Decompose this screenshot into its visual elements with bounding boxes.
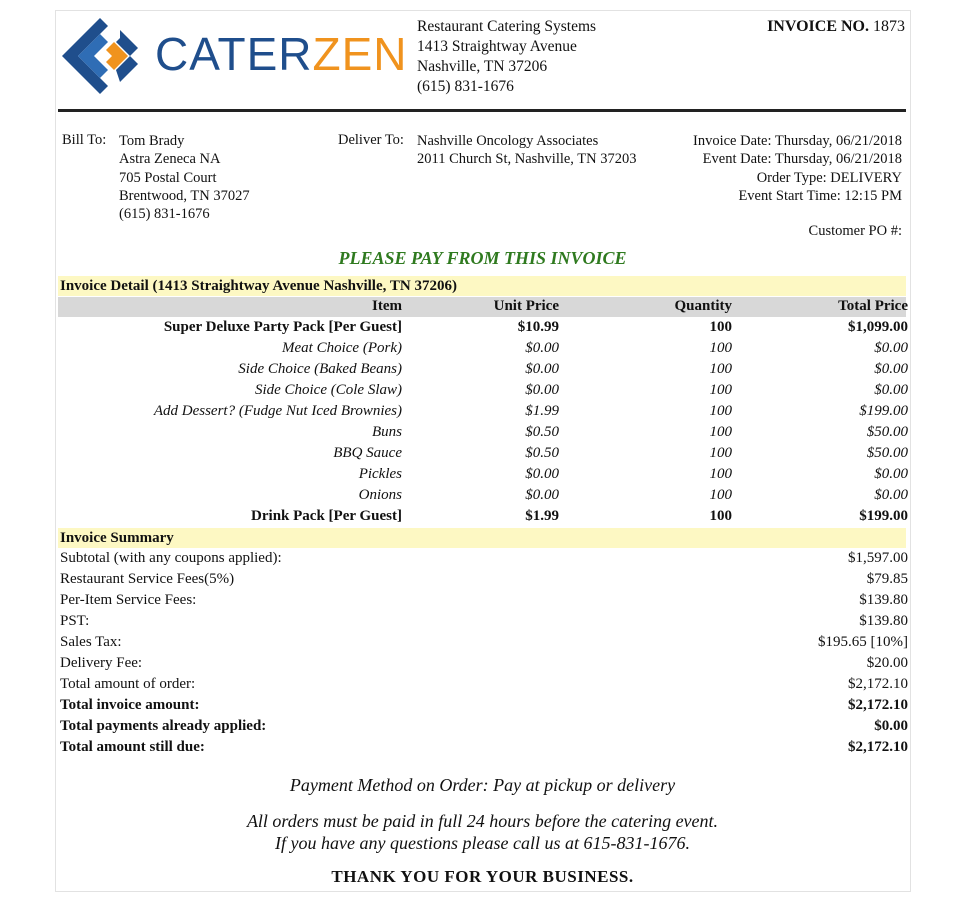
bill-to-line: Tom Brady xyxy=(119,133,185,149)
bill-to-label: Bill To: xyxy=(62,132,107,148)
unit-price: $0.00 xyxy=(525,340,559,356)
bill-to-line: Brentwood, TN 37027 xyxy=(119,187,250,204)
event-date: Event Date: Thursday, 06/21/2018 xyxy=(702,151,902,168)
quantity: 100 xyxy=(709,340,732,356)
unit-price: $1.99 xyxy=(525,508,559,524)
item-name: Drink Pack [Per Guest] xyxy=(251,508,402,524)
item-name: BBQ Sauce xyxy=(333,445,402,461)
unit-price: $0.50 xyxy=(525,445,559,461)
item-name: Add Dessert? (Fudge Nut Iced Brownies) xyxy=(153,403,402,419)
order-type: Order Type: DELIVERY xyxy=(756,169,902,186)
total-price: $0.00 xyxy=(874,340,908,356)
summary-value: $2,172.10 xyxy=(848,697,908,713)
unit-price: $0.00 xyxy=(525,487,559,503)
thank-you-message: THANK YOU FOR YOUR BUSINESS. xyxy=(331,867,634,886)
header-divider xyxy=(58,109,906,112)
summary-value: $1,597.00 xyxy=(848,550,908,566)
summary-label: Total invoice amount: xyxy=(60,697,200,713)
quantity: 100 xyxy=(709,508,732,524)
item-name: Onions xyxy=(358,487,402,503)
summary-label: Subtotal (with any coupons applied): xyxy=(60,550,282,566)
summary-label: PST: xyxy=(60,613,90,629)
total-price: $1,099.00 xyxy=(848,319,908,335)
invoice-dates xyxy=(693,132,902,205)
summary-label: Total payments already applied: xyxy=(60,718,267,734)
item-name: Super Deluxe Party Pack [Per Guest] xyxy=(163,319,402,335)
payment-policy-line: All orders must be paid in full 24 hours before the catering event. xyxy=(246,811,719,831)
total-price: $0.00 xyxy=(874,382,908,398)
summary-value: $195.65 [10%] xyxy=(818,634,908,650)
quantity: 100 xyxy=(709,382,732,398)
quantity: 100 xyxy=(709,319,732,335)
company-address xyxy=(417,17,596,97)
invoice-number xyxy=(767,17,905,37)
company-name: Restaurant Catering Systems xyxy=(417,18,597,35)
summary-label: Sales Tax: xyxy=(60,634,122,650)
brand-name xyxy=(155,28,408,80)
total-price: $0.00 xyxy=(874,487,908,503)
contact-line: If you have any questions please call us at 615-831-1676. xyxy=(275,833,690,853)
summary-value: $79.85 xyxy=(866,571,908,587)
item-name: Buns xyxy=(372,424,402,440)
column-header-item: Item xyxy=(372,298,402,314)
column-header-total-price: Total Price xyxy=(838,298,908,314)
summary-heading-band xyxy=(58,528,906,548)
item-name: Pickles xyxy=(358,466,402,482)
item-name: Side Choice (Cole Slaw) xyxy=(254,382,402,398)
caterzen-logo-icon xyxy=(58,16,142,96)
item-name: Meat Choice (Pork) xyxy=(282,340,402,356)
unit-price: $0.00 xyxy=(525,382,559,398)
unit-price: $1.99 xyxy=(525,403,559,419)
summary-value: $20.00 xyxy=(866,655,908,671)
company-phone: (615) 831-1676 xyxy=(417,78,514,95)
quantity: 100 xyxy=(709,403,732,419)
customer-po: Customer PO #: xyxy=(808,223,902,239)
brand-name-part1: CATER xyxy=(155,28,313,80)
detail-heading: Invoice Detail (1413 Straightway Avenue Nashville, TN 37206) xyxy=(60,278,457,294)
quantity: 100 xyxy=(709,424,732,440)
event-start-time: Event Start Time: 12:15 PM xyxy=(738,187,902,204)
unit-price: $0.00 xyxy=(525,466,559,482)
summary-label: Total amount of order: xyxy=(60,676,196,692)
summary-value: $0.00 xyxy=(874,718,908,734)
summary-label: Total amount still due: xyxy=(60,739,205,755)
summary-heading: Invoice Summary xyxy=(60,530,174,546)
bill-to-line: 705 Postal Court xyxy=(119,169,217,186)
table-header-band xyxy=(58,297,906,317)
summary-label: Per-Item Service Fees: xyxy=(60,592,197,608)
quantity: 100 xyxy=(709,445,732,461)
bill-to-address xyxy=(119,132,250,223)
summary-value: $139.80 xyxy=(859,613,908,629)
payment-method: Payment Method on Order: Pay at pickup or delivery xyxy=(289,775,676,795)
summary-value: $2,172.10 xyxy=(848,676,908,692)
bill-to-line: (615) 831-1676 xyxy=(119,206,210,223)
item-name: Side Choice (Baked Beans) xyxy=(238,361,402,377)
unit-price: $0.50 xyxy=(525,424,559,440)
total-price: $199.00 xyxy=(859,403,908,419)
bill-to-line: Astra Zeneca NA xyxy=(119,151,221,168)
summary-value: $139.80 xyxy=(859,592,908,608)
deliver-to-label: Deliver To: xyxy=(338,132,404,148)
company-city: Nashville, TN 37206 xyxy=(417,58,548,75)
total-price: $0.00 xyxy=(874,466,908,482)
summary-label: Delivery Fee: xyxy=(60,655,143,671)
total-price: $199.00 xyxy=(859,508,908,524)
summary-value: $2,172.10 xyxy=(848,739,908,755)
total-price: $50.00 xyxy=(866,424,908,440)
invoice-date: Invoice Date: Thursday, 06/21/2018 xyxy=(693,133,902,149)
brand-name-part2: ZEN xyxy=(312,28,408,80)
unit-price: $0.00 xyxy=(525,361,559,377)
pay-notice: PLEASE PAY FROM THIS INVOICE xyxy=(338,248,627,268)
quantity: 100 xyxy=(709,361,732,377)
company-street: 1413 Straightway Avenue xyxy=(417,38,577,55)
deliver-to-address xyxy=(417,132,637,169)
invoice-number-label: INVOICE NO. xyxy=(767,18,869,35)
invoice-number-value: 1873 xyxy=(873,18,905,35)
unit-price: $10.99 xyxy=(517,319,559,335)
deliver-to-line: 2011 Church St, Nashville, TN 37203 xyxy=(417,151,637,168)
quantity: 100 xyxy=(709,487,732,503)
quantity: 100 xyxy=(709,466,732,482)
column-header-quantity: Quantity xyxy=(674,298,732,314)
summary-label: Restaurant Service Fees(5%) xyxy=(60,571,235,587)
deliver-to-line: Nashville Oncology Associates xyxy=(417,133,599,149)
total-price: $0.00 xyxy=(874,361,908,377)
total-price: $50.00 xyxy=(866,445,908,461)
column-header-unit-price: Unit Price xyxy=(493,298,559,314)
